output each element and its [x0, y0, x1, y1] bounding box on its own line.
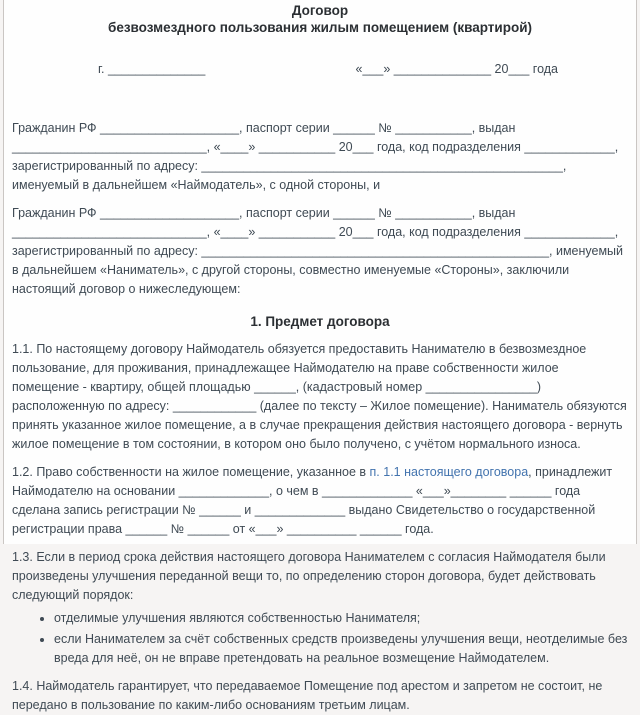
clause-1-2-text-after: , принадлежит Наймодателю на основании _____________, о чем в _____________ «___»________ ______ года сделана запись регистрации № ______ и _____________ выдано Свидетельство о государственной регистрации права ______ № ______ от «___» __________ ______ года. — [12, 465, 613, 536]
clause-1-1: 1.1. По настоящему договору Наймодатель обязуется предоставить Нанимателю в безвозмездное пользование, для проживания, принадлежащее Наймодателю на праве собственности жилое помещение - квартиру, общей площадью ______, (кадастровый номер ________________) расположенную по адресу: ____________ (далее по тексту – Жилое помещение). Наниматель обязуются принять указанное жилое помещение, а в случае прекращения действия настоящего договора - вернуть жилое помещение в том состоянии, в котором оно было получено, с учётом нормального износа. — [12, 342, 627, 451]
date-blank-field: «___» ______________ 20___ года — [355, 62, 558, 76]
clause-1-2-text-before: 1.2. Право собственности на жилое помещение, указанное в — [12, 465, 370, 479]
section-1-heading: 1. Предмет договора — [250, 314, 390, 329]
clause-1-3-intro: 1.3. Если в период срока действия настоящего договора Нанимателем с согласия Наймодателя были произведены улучшения переданной вещи то, по определению сторон договора, будет действовать следующий порядок: — [12, 550, 606, 602]
clause-1-4: 1.4. Наймодатель гарантирует, что передаваемое Помещение под арестом и запретом не состоит, не передано в пользование по каким-либо основаниям третьим лицам. — [12, 679, 603, 712]
improvements-bullet-list — [12, 609, 628, 668]
city-date-row — [98, 60, 558, 79]
list-item: • если Нанимателем за счёт собственных средств произведены улучшения вещи, неотделимые без вреда для неё, он не вправе претендовать на реальное возмещение Наймодателем. — [54, 630, 628, 668]
contract-document-page — [3, 0, 637, 712]
list-item: • отделимые улучшения являются собственностью Нанимателя; — [54, 609, 628, 628]
clause-1-2 — [12, 463, 628, 539]
lessor-party-paragraph: Гражданин РФ ____________________, паспорт серии ______ № ___________, выдан ____________________________, «____» ___________ 20___ года, код подразделения _____________, зарегистрированный по адресу: ____________________________________________________, именуемый в дальнейшем «Наймодатель», с одной стороны, и — [12, 121, 619, 192]
tenant-party-paragraph: Гражданин РФ ____________________, паспорт серии ______ № ___________, выдан ____________________________, «____» ___________ 20___ года, код подразделения _____________, зарегистрированный по адресу: __________________________________________________, именуемый в дальнейшем «Наниматель», с другой стороны, совместно именуемые «Стороны», заключили настоящий договор о нижеследующем: — [12, 206, 624, 296]
clause-1-1-reference-link[interactable]: п. 1.1 настоящего договора — [369, 465, 529, 479]
contract-title: Договор — [291, 3, 349, 18]
contract-subtitle: безвозмездного пользования жилым помещением (квартирой) — [107, 20, 532, 35]
city-blank-field: г. ______________ — [98, 62, 206, 76]
